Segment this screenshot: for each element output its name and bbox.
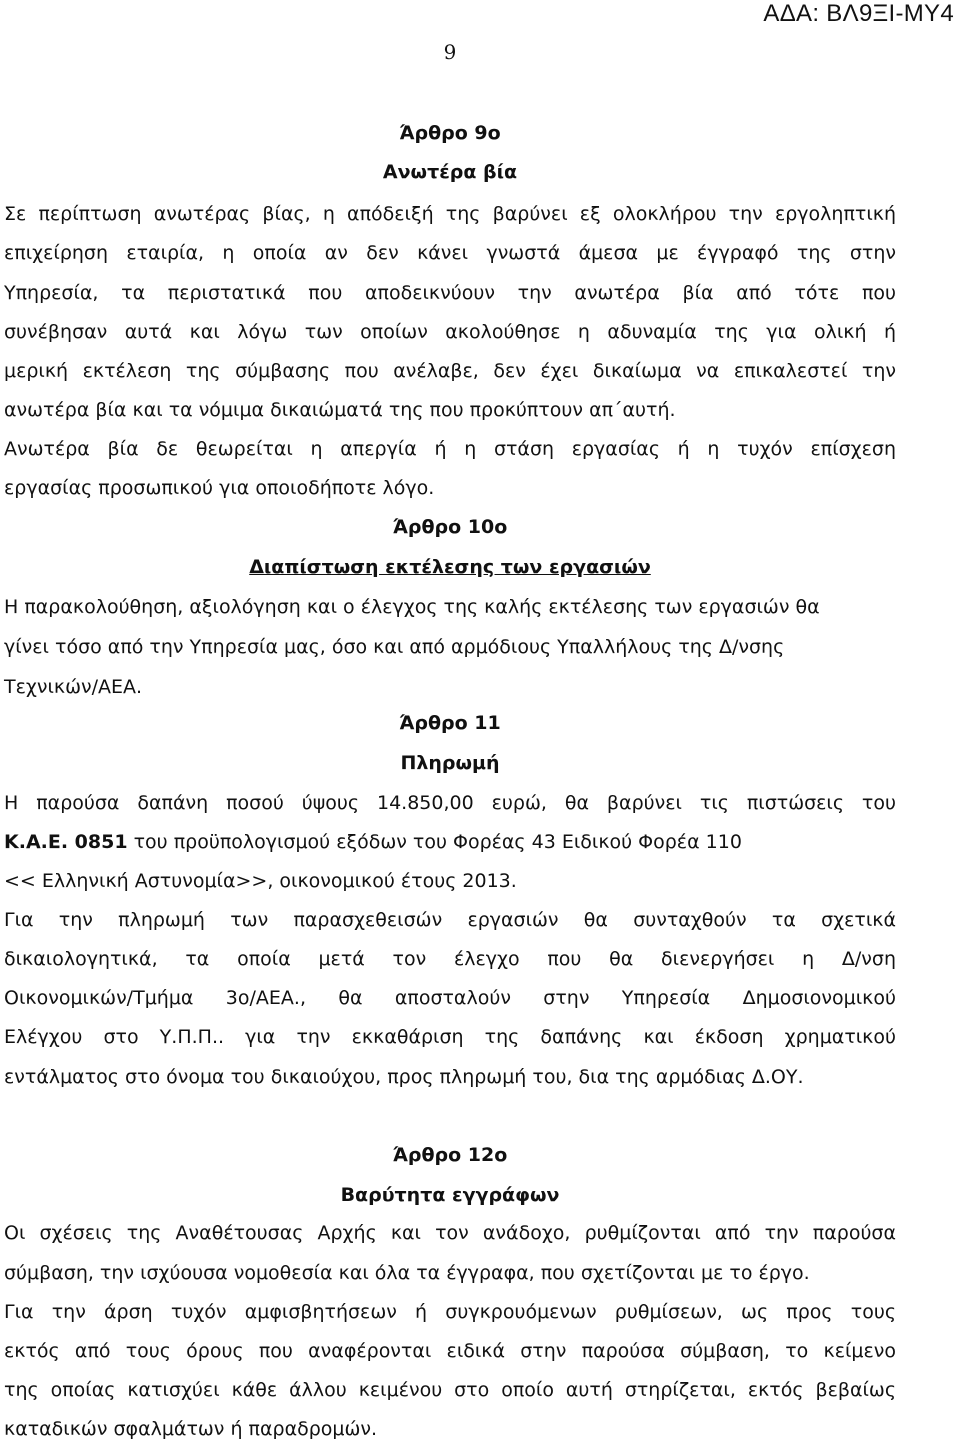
article-12-text-line: Οι σχέσεις της Αναθέτουσας Αρχής και τον ανάδοχο, ρυθμίζονται από την παρούσα bbox=[4, 1222, 896, 1244]
article-9-text-line: μερική εκτέλεση της σύμβασης που ανέλαβε, δεν έχει δικαίωμα να επικαλεστεί την bbox=[4, 360, 896, 382]
article-10-text-line: Τεχνικών/ΑΕΑ. bbox=[4, 676, 143, 698]
ada-code: ΑΔΑ: ΒΛ9ΞΙ-ΜΥ4 bbox=[763, 0, 954, 27]
article-11-title: Άρθρο 11 bbox=[399, 712, 501, 734]
article-11-text-line: Οικονομικών/Τμήμα 3ο/ΑΕΑ., θα αποσταλούν στην Υπηρεσία Δημοσιονομικού bbox=[4, 987, 896, 1009]
article-11-text-line: δικαιολογητικά, τα οποία μετά τον έλεγχο που θα διενεργήσει η Δ/νση bbox=[4, 948, 896, 970]
article-10-title: Άρθρο 10ο bbox=[392, 516, 508, 538]
article-11-text-line: << Ελληνική Αστυνομία>>, οικονομικού έτους 2013. bbox=[4, 870, 517, 892]
article-12-text-line: εκτός από τους όρους που αναφέρονται ειδικά στην παρούσα σύμβαση, το κείμενο bbox=[4, 1340, 896, 1362]
article-12-title: Άρθρο 12ο bbox=[392, 1144, 508, 1166]
article-9-subtitle: Ανωτέρα βία bbox=[382, 161, 518, 183]
article-11-text-line bbox=[4, 829, 896, 855]
article-11-text-line: Η παρούσα δαπάνη ποσού ύψους 14.850,00 ευρώ, θα βαρύνει τις πιστώσεις του bbox=[4, 792, 896, 814]
article-9-text-line: Ανωτέρα βία δε θεωρείται η απεργία ή η στάση εργασίας ή η τυχόν επίσχεση bbox=[4, 438, 896, 460]
article-9-text-line: Σε περίπτωση ανωτέρας βίας, η απόδειξή της βαρύνει εξ ολοκλήρου την εργοληπτική bbox=[4, 203, 896, 225]
page-number: 9 bbox=[443, 40, 457, 64]
article-10-subtitle: Διαπίστωση εκτέλεσης των εργασιών bbox=[249, 556, 651, 578]
article-9-title: Άρθρο 9ο bbox=[399, 122, 501, 144]
article-12-text-line: της οποίας κατισχύει κάθε άλλου κειμένου στο οποίο αυτή στηρίζεται, εκτός βεβαίως bbox=[4, 1379, 896, 1401]
budget-code: Κ.Α.Ε. 0851 bbox=[4, 831, 128, 853]
budget-text: του προϋπολογισμού εξόδων του Φορέας 43 Ειδικού Φορέα 110 bbox=[127, 831, 742, 853]
article-9-text-line: Υπηρεσία, τα περιστατικά που αποδεικνύουν την ανωτέρα βία από τότε που bbox=[4, 282, 896, 304]
article-9-text-line: εργασίας προσωπικού για οποιοδήποτε λόγο. bbox=[4, 477, 435, 499]
article-10-text-line: Η παρακολούθηση, αξιολόγηση και ο έλεγχος της καλής εκτέλεσης των εργασιών θα bbox=[4, 596, 820, 618]
article-11-text-line: εντάλματος στο όνομα του δικαιούχου, προς πληρωμή του, δια της αρμόδιας Δ.ΟΥ. bbox=[4, 1066, 804, 1088]
article-11-text-line: Για την πληρωμή των παρασχεθεισών εργασιών θα συνταχθούν τα σχετικά bbox=[4, 909, 896, 931]
article-12-subtitle: Βαρύτητα εγγράφων bbox=[340, 1184, 560, 1206]
article-12-text-line: Για την άρση τυχόν αμφισβητήσεων ή συγκρουόμενων ρυθμίσεων, ως προς τους bbox=[4, 1301, 896, 1323]
article-12-text-line: σύμβαση, την ισχύουσα νομοθεσία και όλα τα έγγραφα, που σχετίζονται με το έργο. bbox=[4, 1262, 810, 1284]
article-9-text-line: συνέβησαν αυτά και λόγω των οποίων ακολούθησε η αδυναμία της για ολική ή bbox=[4, 321, 896, 343]
article-12-text-line: καταδικών σφαλμάτων ή παραδρομών. bbox=[4, 1418, 378, 1440]
article-9-text-line: ανωτέρα βία και τα νόμιμα δικαιώματά της που προκύπτουν απ΄αυτή. bbox=[4, 399, 676, 421]
article-11-text-line: Ελέγχου στο Υ.Π.Π.. για την εκκαθάριση της δαπάνης και έκδοση χρηματικού bbox=[4, 1026, 896, 1048]
article-10-text-line: γίνει τόσο από την Υπηρεσία μας, όσο και από αρμόδιους Υπαλλήλους της Δ/νσης bbox=[4, 636, 785, 658]
article-9-text-line: επιχείρηση εταιρία, η οποία αν δεν κάνει γνωστά άμεσα με έγγραφό της στην bbox=[4, 242, 896, 264]
article-11-subtitle: Πληρωμή bbox=[400, 752, 500, 774]
